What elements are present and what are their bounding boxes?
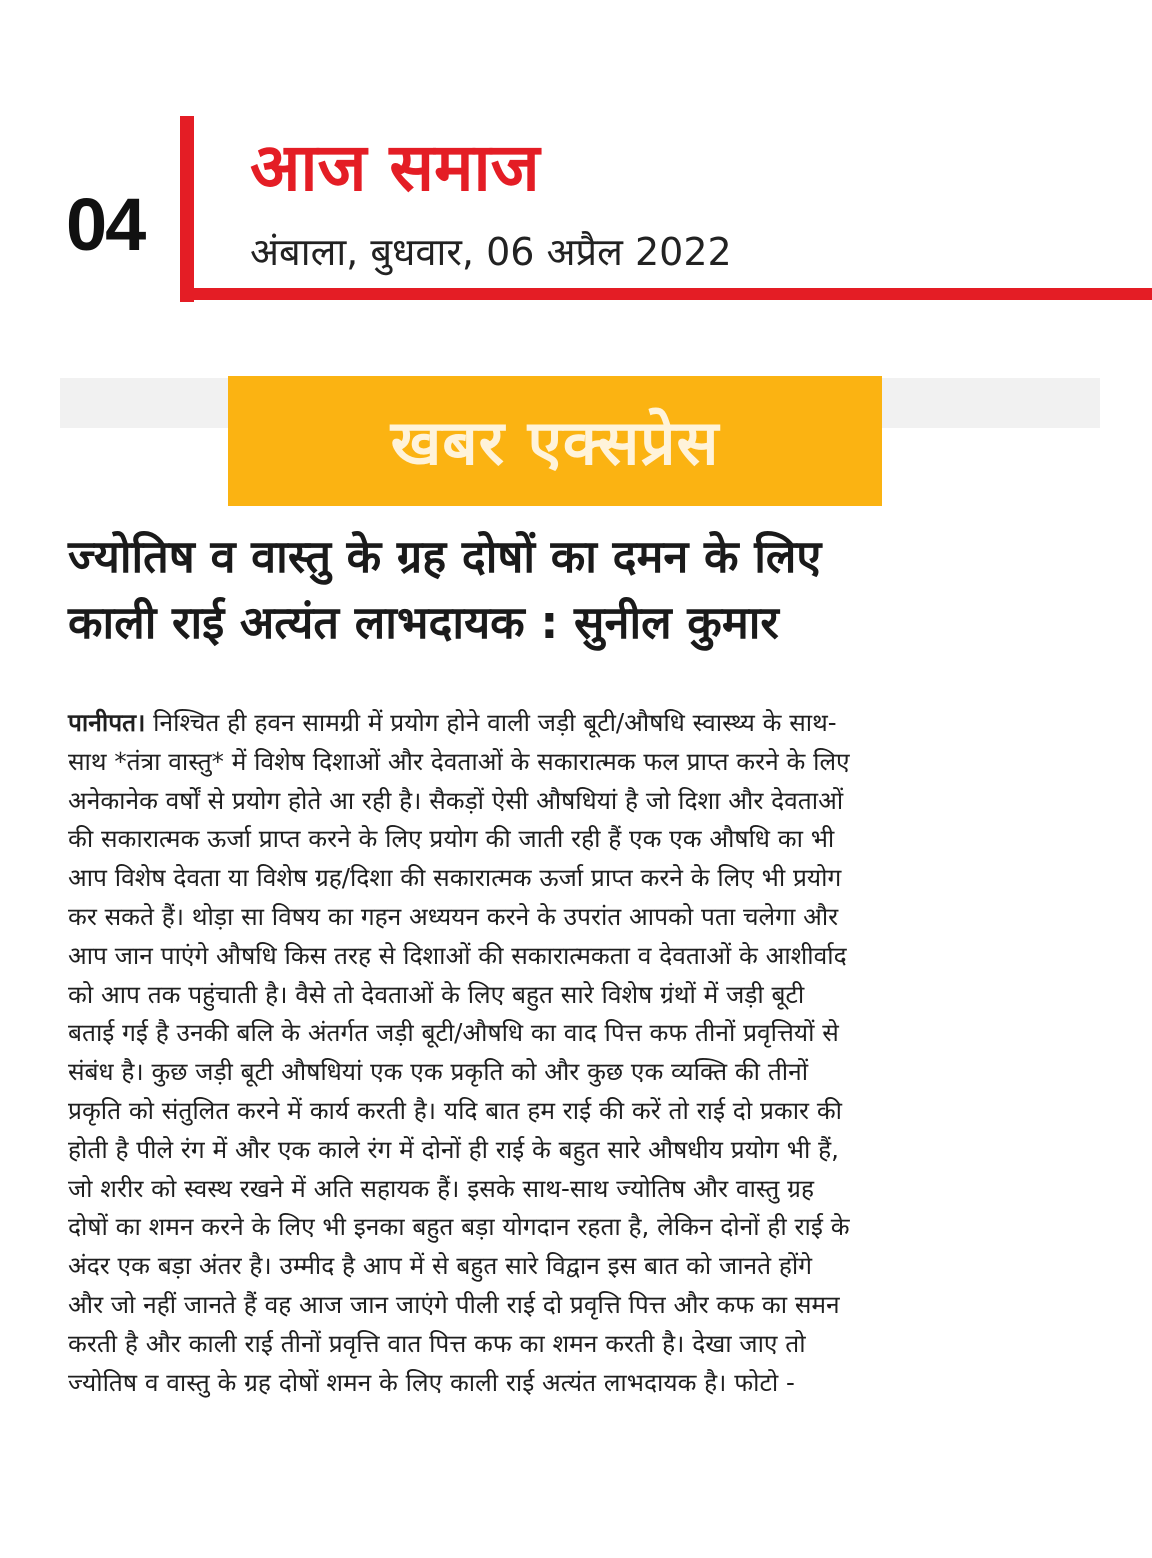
- section-banner: [228, 376, 882, 506]
- article-dateline: पानीपत।: [68, 708, 146, 737]
- body-line: साथ *तंत्रा वास्तु* में विशेष दिशाओं और देवताओं के सकारात्मक फल प्राप्त करने के लिए: [68, 746, 850, 776]
- masthead-vertical-rule: [180, 116, 194, 302]
- body-line-text: निश्चित ही हवन सामग्री में प्रयोग होने वाली जड़ी बूटी/औषधि स्वास्थ्य के साथ-: [145, 708, 837, 737]
- body-line: अंदर एक बड़ा अंतर है। उम्मीद है आप में से बहुत सारे विद्वान इस बात को जानते होंगे: [68, 1251, 813, 1281]
- body-line: संबंध है। कुछ जड़ी बूटी औषधियां एक एक प्रकृति को और कुछ एक व्यक्ति की तीनों: [68, 1057, 809, 1087]
- masthead: [0, 0, 1152, 330]
- body-line: होती है पीले रंग में और एक काले रंग में दोनों ही राई के बहुत सारे औषधीय प्रयोग भी हैं,: [68, 1134, 839, 1164]
- body-line: की सकारात्मक ऊर्जा प्राप्त करने के लिए प्रयोग की जाती रही हैं एक एक औषधि का भी: [68, 824, 835, 854]
- body-line: को आप तक पहुंचाती है। वैसे तो देवताओं के लिए बहुत सारे विशेष ग्रंथों में जड़ी बूटी: [68, 979, 805, 1009]
- body-line: अनेकानेक वर्षों से प्रयोग होते आ रही है। सैकड़ों ऐसी औषधियां है जो दिशा और देवताओं: [68, 785, 844, 815]
- body-line: और जो नहीं जानते हैं वह आज जान जाएंगे पीली राई दो प्रवृत्ति पित्त और कफ का समन: [68, 1289, 840, 1319]
- body-line: आप विशेष देवता या विशेष ग्रह/दिशा की सकारात्मक ऊर्जा प्राप्त करने के लिए भी प्रयोग: [68, 863, 842, 893]
- body-line: जो शरीर को स्वस्थ रखने में अति सहायक हैं। इसके साथ-साथ ज्योतिष और वास्तु ग्रह: [68, 1173, 814, 1203]
- headline-line: ज्योतिष व वास्तु के ग्रह दोषों का दमन के लिए: [68, 530, 822, 583]
- article-headline: [68, 524, 1098, 656]
- newspaper-title: आज समाज: [250, 129, 540, 206]
- issue-dateline: अंबाला, बुधवार, 06 अप्रैल 2022: [250, 230, 732, 274]
- article-body: [68, 704, 1118, 1402]
- body-line: दोषों का शमन करने के लिए भी इनका बहुत बड़ा योगदान रहता है, लेकिन दोनों ही राई के: [68, 1212, 850, 1242]
- section-label: खबर एक्सप्रेस: [390, 406, 720, 479]
- body-line: ज्योतिष व वास्तु के ग्रह दोषों शमन के लिए काली राई अत्यंत लाभदायक है। फोटो -: [68, 1367, 795, 1397]
- headline-line: काली राई अत्यंत लाभदायक : सुनील कुमार: [68, 596, 779, 649]
- body-line: करती है और काली राई तीनों प्रवृत्ति वात पित्त कफ का शमन करती है। देखा जाए तो: [68, 1328, 806, 1358]
- body-line: कर सकते हैं। थोड़ा सा विषय का गहन अध्ययन करने के उपरांत आपको पता चलेगा और: [68, 901, 839, 931]
- body-line: आप जान पाएंगे औषधि किस तरह से दिशाओं की सकारात्मकता व देवताओं के आशीर्वाद: [68, 940, 847, 970]
- masthead-horizontal-rule: [180, 288, 1152, 300]
- body-line: प्रकृति को संतुलित करने में कार्य करती है। यदि बात हम राई की करें तो राई दो प्रकार की: [68, 1095, 843, 1125]
- body-line: बताई गई है उनकी बलि के अंतर्गत जड़ी बूटी/औषधि का वाद पित्त कफ तीनों प्रवृत्तियों से: [68, 1018, 839, 1048]
- body-line: [68, 704, 1118, 743]
- page-number: 04: [66, 183, 145, 266]
